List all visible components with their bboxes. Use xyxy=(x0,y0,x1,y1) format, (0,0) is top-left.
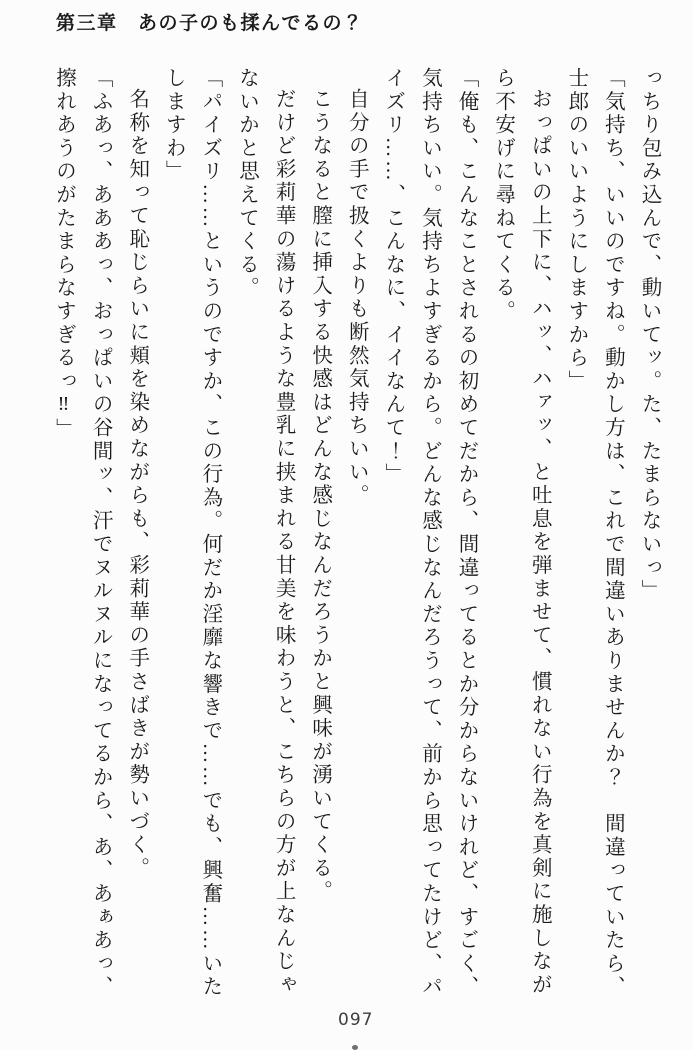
chapter-heading: 第三章 あの子のも揉んでるの？ xyxy=(56,13,364,34)
page-number: 097 xyxy=(338,1010,374,1030)
paragraph: っちり包み込んで、動いてッ。た、たまらないっ」 xyxy=(638,67,660,603)
body-text-block xyxy=(45,67,667,1005)
paragraph: 「パイズリ……というのですか、この行為。何だか淫靡な響きで……でも、興奮……いたしますわ」 xyxy=(162,67,221,999)
paragraph: 「ふあっ、あああっ、おっぱいの谷間ッ、汗でヌルヌルになってるから、あ、あぁあっ、擦れあうのがたまらなすぎるっ‼」 xyxy=(52,67,112,999)
paragraph: おっぱいの上下に、ハッ、ハァッ、と吐息を弾ませて、慣れない行為を真剣に施しながら不安げに尋ねてくる。 xyxy=(491,67,551,997)
page-bottom-mark xyxy=(352,1045,358,1050)
paragraph: 「気持ち、いいのですね。動かし方は、これで間違いありませんか？ 間違っていたら、士郎のいいようにしますから」 xyxy=(564,67,624,999)
paragraph: だけど彩莉華の蕩けるような豊乳に挟まれる甘美を味わうと、こちらの方が上なんじゃないかと思えてくる。 xyxy=(235,67,295,997)
paragraph: こうなると膣に挿入する快感はどんな感じなんだろうかと興味が湧いてくる。 xyxy=(308,87,331,903)
paragraph: 「俺も、こんなことされるの初めてだから、間違ってるとか分からないけれど、すごく、気持ちいい。気持ちよすぎるから。どんな感じなんだろうって、前から思ってたけど、パイズリ……、こんなに、イイなんて！」 xyxy=(381,67,478,999)
paragraph: 自分の手で扱くよりも断然気持ちいい。 xyxy=(345,87,368,507)
paragraph: 名称を知って恥じらいに頬を染めながらも、彩莉華の手さばきが勢いづく。 xyxy=(125,87,148,880)
